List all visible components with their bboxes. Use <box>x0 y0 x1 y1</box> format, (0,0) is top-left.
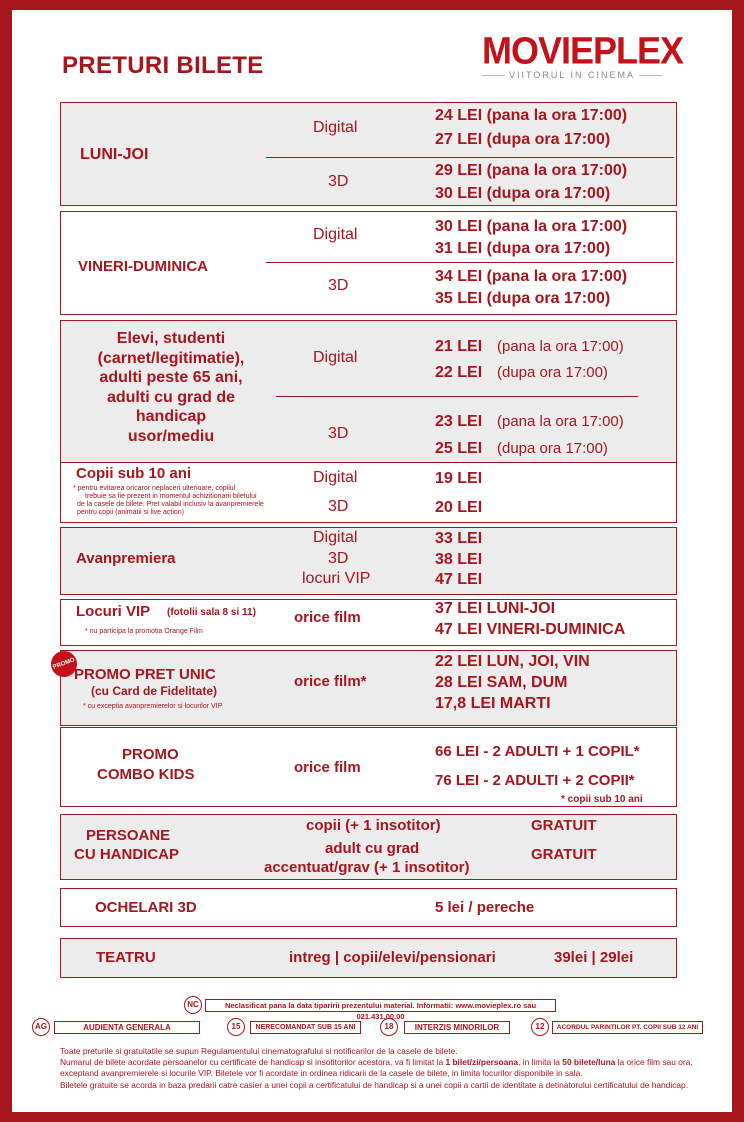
vip-label: Locuri VIP <box>76 603 151 620</box>
luni-joi-digital-price-2: 27 LEI (dupa ora 17:00) <box>435 131 611 148</box>
avanpremiera-price-vip: 47 LEI <box>435 571 483 588</box>
handicap-label-1: PERSOANE <box>86 827 171 844</box>
copii-digital: Digital <box>313 469 358 486</box>
luni-joi-digital-price-1: 24 LEI (pana la ora 17:00) <box>435 107 628 124</box>
combo-label-1: PROMO <box>122 746 179 763</box>
section-elevi-studenti <box>60 320 677 467</box>
vineri-duminica-3d-price-1: 34 LEI (pana la ora 17:00) <box>435 268 628 285</box>
movieplex-logo <box>482 28 684 80</box>
elevi-label: Elevi, studenti (carnet/legitimatie), adulti peste 65 ani, adulti cu grad de handicap usor/mediu <box>97 330 245 445</box>
vineri-duminica-digital: Digital <box>313 226 358 243</box>
promo-unic-label: PROMO PRET UNIC <box>74 666 216 683</box>
copii-3d-price: 20 LEI <box>435 499 483 516</box>
promo-unic-note: * cu exceptia avanpremierelor si locurilor VIP <box>83 703 223 710</box>
ag-rating-icon: AG <box>32 1018 50 1036</box>
avanpremiera-type-3d: 3D <box>328 550 349 567</box>
combo-film: orice film <box>294 759 361 776</box>
promo-unic-price-3: 17,8 LEI MARTI <box>435 695 551 712</box>
avanpremiera-price-digital: 33 LEI <box>435 530 483 547</box>
divider <box>266 262 674 263</box>
luni-joi-3d-price-2: 30 LEI (dupa ora 17:00) <box>435 185 611 202</box>
handicap-label-2: CU HANDICAP <box>74 846 179 863</box>
luni-joi-digital: Digital <box>313 119 358 136</box>
elevi-digital-note-1: (pana la ora 17:00) <box>497 338 624 355</box>
vip-note: * nu participa la promotia Orange Film <box>85 628 203 635</box>
promo-unic-price-1: 22 LEI LUN, JOI, VIN <box>435 653 590 670</box>
copii-label: Copii sub 10 ani <box>76 465 192 482</box>
elevi-digital-note-2: (dupa ora 17:00) <box>497 364 608 381</box>
vip-film: orice film <box>294 609 361 626</box>
luni-joi-3d: 3D <box>328 173 349 190</box>
promo-badge: PROMO <box>47 647 80 680</box>
elevi-3d-note-2: (dupa ora 17:00) <box>497 440 608 457</box>
vip-price-2: 47 LEI VINERI-DUMINICA <box>435 621 626 638</box>
avanpremiera-type-digital: Digital <box>313 529 358 546</box>
elevi-digital-price-2: 22 LEI <box>435 364 483 381</box>
section-ochelari-3d <box>60 888 677 927</box>
ochelari-label: OCHELARI 3D <box>95 899 197 916</box>
teatru-label: TEATRU <box>96 949 156 966</box>
section-copii <box>60 462 677 523</box>
footer-line-2: Numarul de bilete acordate persoanelor cu certificate de handicap si insotitorilor acestora, va fi limitat la 1 bilet/zi/persoana, in limita la 50 bilete/luna la orice film sau ora, exceptand avanpremierele si locurile VIP. Biletele vor fi acordate in ordinea ridicarii de la casele de bilete, in limita locurilor disponibile in sala. <box>60 1057 693 1079</box>
avanpremiera-type-vip: locuri VIP <box>302 570 371 587</box>
section-locuri-vip <box>60 599 677 646</box>
vip-price-1: 37 LEI LUNI-JOI <box>435 600 556 617</box>
combo-price-2: 76 LEI - 2 ADULTI + 2 COPII* <box>435 772 635 789</box>
section-avanpremiera <box>60 527 677 595</box>
ag-rating-text: AUDIENTA GENERALA <box>54 1021 200 1034</box>
avanpremiera-price-3d: 38 LEI <box>435 551 483 568</box>
r12-rating-text: ACORDUL PARINTILOR PT. COPII SUB 12 ANI <box>552 1021 703 1034</box>
copii-3d: 3D <box>328 498 349 515</box>
handicap-row-1: copii (+ 1 insotitor) <box>306 817 441 834</box>
vip-label-small: (fotolii sala 8 si 11) <box>167 607 256 618</box>
nc-rating-icon: NC <box>184 996 202 1014</box>
r18-rating-text: INTERZIS MINORILOR <box>404 1021 510 1034</box>
elevi-3d-note-1: (pana la ora 17:00) <box>497 413 624 430</box>
elevi-3d: 3D <box>328 425 349 442</box>
divider <box>266 157 674 158</box>
combo-label-2: COMBO KIDS <box>97 766 195 783</box>
elevi-digital: Digital <box>313 349 358 366</box>
vineri-duminica-digital-price-1: 30 LEI (pana la ora 17:00) <box>435 218 628 235</box>
vineri-duminica-3d-price-2: 35 LEI (dupa ora 17:00) <box>435 290 611 307</box>
page-title: PRETURI BILETE <box>62 52 264 79</box>
section-luni-joi <box>60 102 677 206</box>
divider <box>276 396 638 397</box>
teatru-prices: 39lei | 29lei <box>554 949 634 966</box>
r15-rating-icon: 15 <box>227 1018 245 1036</box>
avanpremiera-label: Avanpremiera <box>76 550 176 567</box>
luni-joi-label: LUNI-JOI <box>80 146 149 163</box>
promo-unic-price-2: 28 LEI SAM, DUM <box>435 674 568 691</box>
combo-price-1: 66 LEI - 2 ADULTI + 1 COPIL* <box>435 743 640 760</box>
r12-rating-icon: 12 <box>531 1018 549 1036</box>
footer-notes <box>60 1046 710 1091</box>
promo-unic-film: orice film* <box>294 673 367 690</box>
nc-rating-text: Neclasificat pana la data tiparirii prezentului material. Informatii: www.movieplex.ro sau 021.431.00.00 <box>205 999 556 1012</box>
teatru-types: intreg | copii/elevi/pensionari <box>289 949 496 966</box>
logo-tagline: VIITORUL IN CINEMA <box>509 70 636 80</box>
r18-rating-icon: 18 <box>380 1018 398 1036</box>
section-handicap <box>60 814 677 880</box>
ochelari-price: 5 lei / pereche <box>435 899 535 916</box>
luni-joi-3d-price-1: 29 LEI (pana la ora 17:00) <box>435 162 628 179</box>
promo-unic-sublabel: (cu Card de Fidelitate) <box>91 684 218 698</box>
handicap-price-1: GRATUIT <box>531 817 597 834</box>
section-combo-kids <box>60 727 677 807</box>
handicap-row-2a: adult cu grad <box>325 840 420 857</box>
elevi-3d-price-1: 23 LEI <box>435 413 483 430</box>
footer-line-3: Biletele gratuite se acorda in baza predarii catre casier a unei copii a certificatului de handicap si a unei copii a cartii de identitate a detinatorului certificatului de handicap. <box>60 1079 689 1090</box>
copii-digital-price: 19 LEI <box>435 470 483 487</box>
vineri-duminica-digital-price-2: 31 LEI (dupa ora 17:00) <box>435 240 611 257</box>
vineri-duminica-3d: 3D <box>328 277 349 294</box>
r15-rating-text: NERECOMANDAT SUB 15 ANI <box>250 1021 361 1034</box>
elevi-3d-price-2: 25 LEI <box>435 440 483 457</box>
handicap-price-2: GRATUIT <box>531 846 597 863</box>
section-vineri-duminica <box>60 211 677 315</box>
handicap-row-2b: accentuat/grav (+ 1 insotitor) <box>264 859 470 876</box>
vineri-duminica-label: VINERI-DUMINICA <box>78 258 208 275</box>
copii-note: * pentru evitarea oricaror neplaceri ulterioare, copilul trebuie sa fie prezent in momentul achizitionarii biletului de la casele de bilete. Pret valabil inclusiv la avanpremierele pentru copii (animatii si live action) <box>73 485 264 516</box>
combo-note: * copii sub 10 ani <box>561 794 643 805</box>
section-teatru <box>60 938 677 978</box>
logo-wordmark: MOVIEPLEX <box>482 28 684 72</box>
footer-line-1: Toate preturile si gratuitatile se supun Regulamentului cinematografului si notificarilor de la casele de bilete. <box>60 1046 458 1056</box>
section-promo-pret-unic <box>60 650 677 726</box>
elevi-digital-price-1: 21 LEI <box>435 338 483 355</box>
